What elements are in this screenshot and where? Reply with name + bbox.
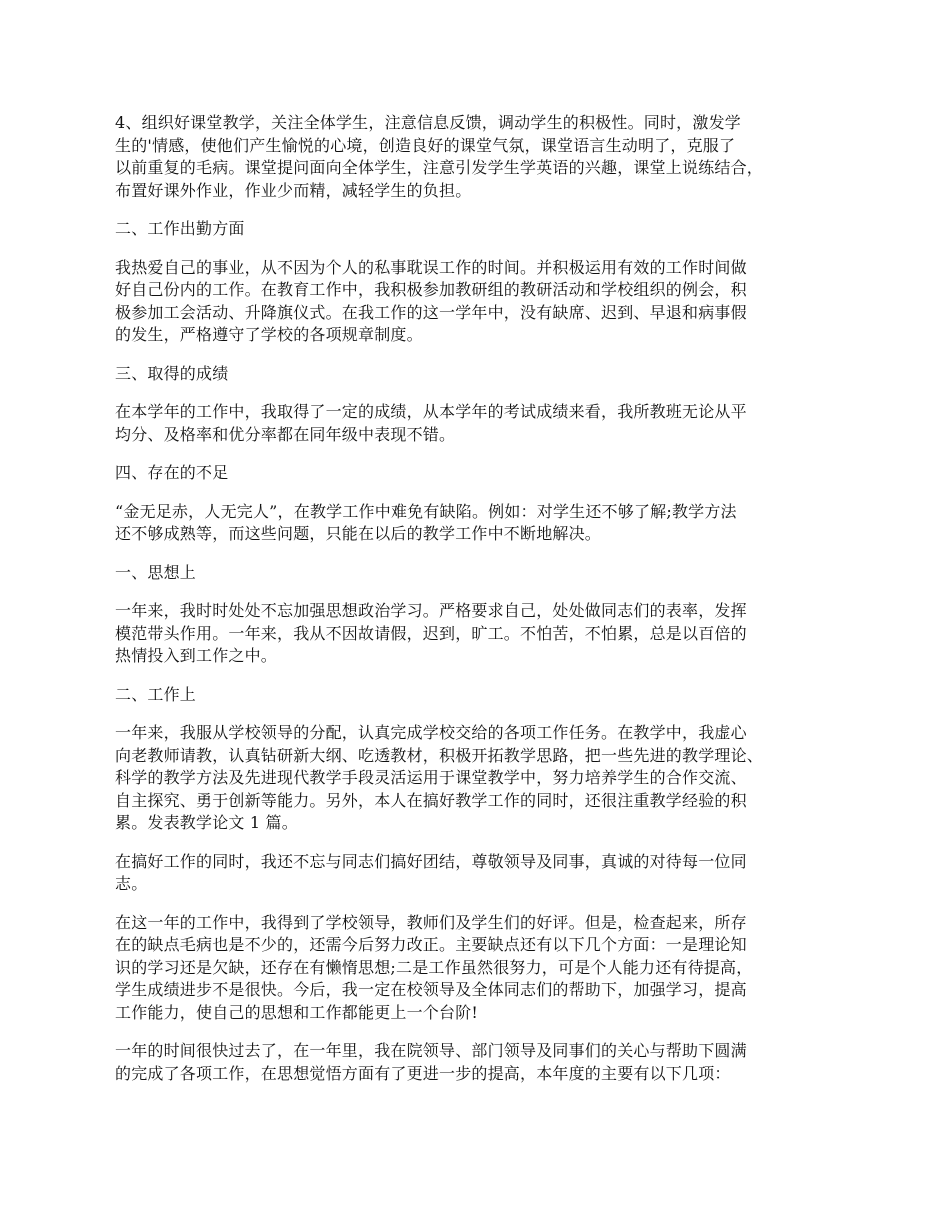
heading-shortcomings: 四、存在的不足	[115, 463, 229, 482]
paragraph-classroom-teaching: 4、组织好课堂教学，关注全体学生，注意信息反馈，调动学生的积极性。同时，激发学 生的'情感，使他们产生愉悦的心境，创造良好的课堂气氛，课堂语言生动明了，克服了 以前重复的毛病。课堂提问面向全体学生，注意引发学生学英语的兴趣，课堂上说练结合， 布置好课外作业，作业少而精，减轻学生的负担。	[115, 113, 764, 200]
paragraph-ideology: 一年来，我时时处处不忘加强思想政治学习。严格要求自己，处处做同志们的表率，发挥 模范带头作用。一年来，我从不因故请假，迟到，旷工。不怕苦，不怕累，总是以百倍的 热情投入到工作之中。	[115, 601, 747, 665]
paragraph-shortcomings: “金无足赤，人无完人”，在教学工作中难免有缺陷。例如：对学生还不够了解;教学方法 还不够成熟等，而这些问题，只能在以后的教学工作中不断地解决。	[115, 501, 737, 543]
paragraph-attendance: 我热爱自己的事业，从不因为个人的私事耽误工作的时间。并积极运用有效的工作时间做 好自己份内的工作。在教育工作中，我积极参加教研组的教研活动和学校组织的例会，积 极参加工会活动、升降旗仪式。在我工作的这一学年中，没有缺席、迟到、早退和病事假 的发生，严格遵守了学校的各项规章制度。	[115, 257, 747, 344]
paragraph-achievements: 在本学年的工作中，我取得了一定的成绩，从本学年的考试成绩来看，我所教班无论从平 均分、及格率和优分率都在同年级中表现不错。	[115, 402, 747, 444]
heading-achievements: 三、取得的成绩	[115, 363, 229, 383]
paragraph-work: 一年来，我服从学校领导的分配，认真完成学校交给的各项工作任务。在教学中，我虚心 向老教师请教，认真钻研新大纲、吃透教材，积极开拓教学思路，把一些先进的教学理论、 科学的教学方法及先进现代教学手段灵活运用于课堂教学中，努力培养学生的合作交流、 自主探究、勇于创新等能力。另外，本人在搞好教学工作的同时，还很注重教学经验的积 累。发表教学论文 1 篇。	[115, 723, 764, 832]
heading-ideology: 一、思想上	[115, 562, 197, 582]
paragraph-unity: 在搞好工作的同时，我还不忘与同志们搞好团结，尊敬领导及同事，真诚的对待每一位同 志。	[115, 851, 747, 893]
paragraph-year-summary: 一年的时间很快过去了，在一年里，我在院领导、部门领导及同事们的关心与帮助下圆满 的完成了各项工作，在思想觉悟方面有了更进一步的提高，本年度的主要有以下几项：	[115, 1041, 747, 1083]
heading-work: 二、工作上	[115, 684, 197, 704]
heading-attendance: 二、工作出勤方面	[115, 219, 245, 238]
paragraph-evaluation: 在这一年的工作中，我得到了学校领导，教师们及学生们的好评。但是，检查起来，所存 在的缺点毛病也是不少的，还需今后努力改正。主要缺点还有以下几个方面：一是理论知 识的学习还是欠缺，还存在有懒惰思想;二是工作虽然很努力，可是个人能力还有待提高， 学生成绩进步不是很快。今后，我一定在校领导及全体同志们的帮助下，加强学习，提高 工作能力，使自己的思想和工作都能更上一个台阶!	[115, 912, 753, 1022]
document-page	[115, 112, 855, 1101]
